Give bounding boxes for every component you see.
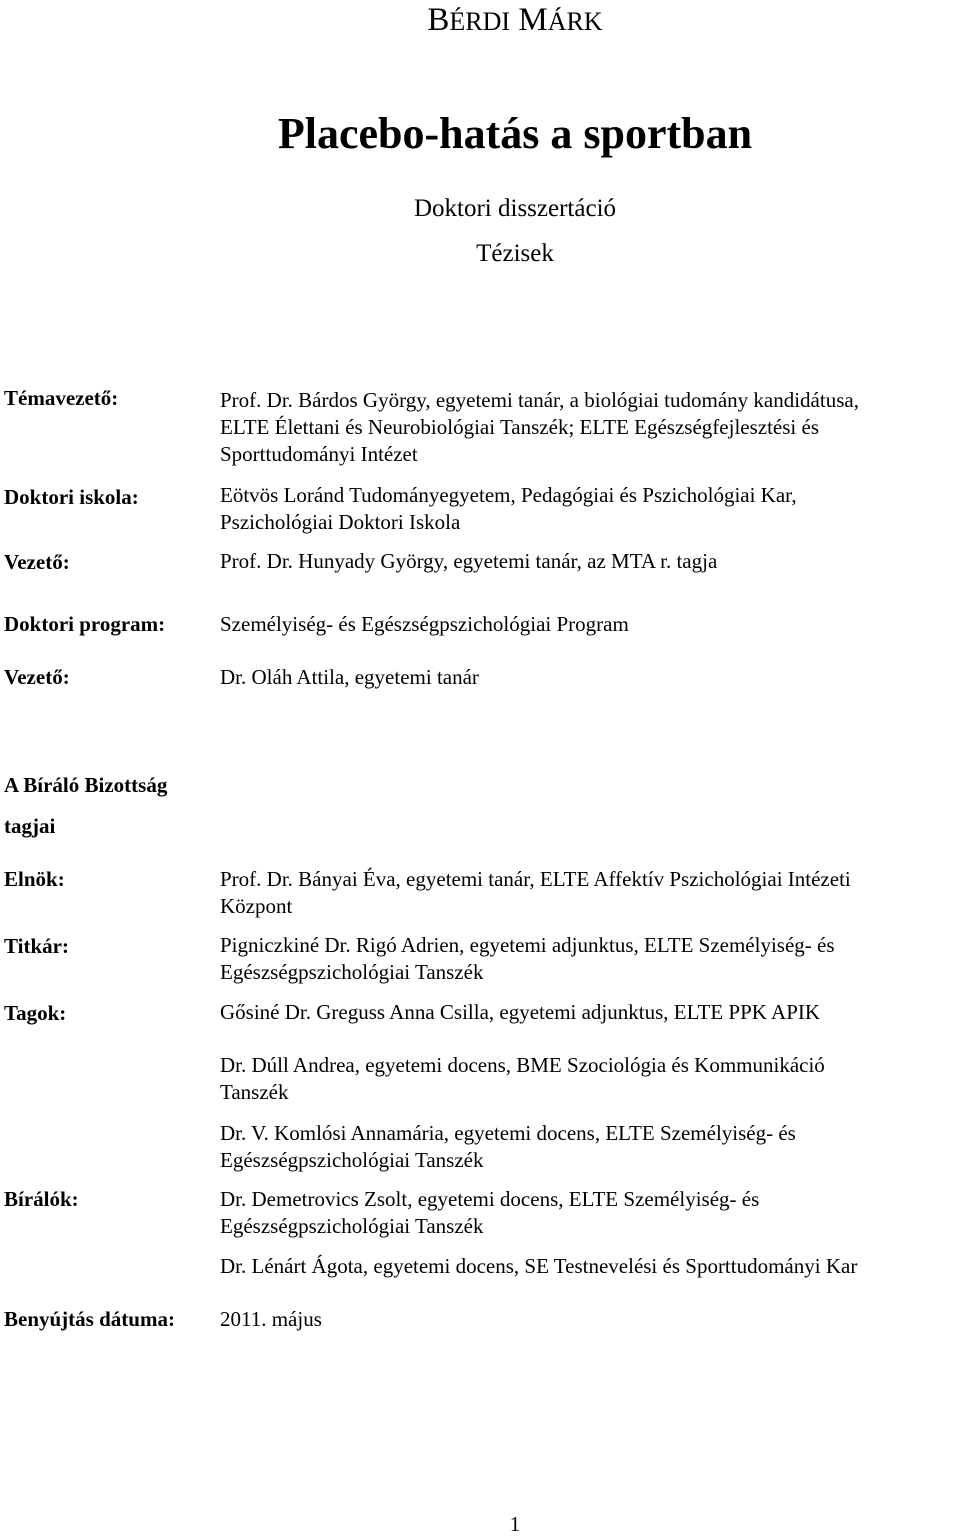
member-line: Tanszék [220,1080,289,1104]
document-subtitle: Doktori disszertáció [413,195,617,222]
supervisor-value [220,387,859,468]
supervisor-line: ELTE Élettani és Neurobiológiai Tanszék; ELTE Egészségfejlesztési és [220,415,819,439]
supervisor-line: Prof. Dr. Bárdos György, egyetemi tanár, a biológiai tudomány kandidátusa, [220,388,859,412]
author-name [0,2,960,39]
author-last-rest: ÁRK [547,7,603,36]
reviewer-1 [220,1186,759,1240]
school-line: Pszichológiai Doktori Iskola [220,510,461,534]
program-label: Doktori program: [4,612,166,636]
member-line: Dr. Dúll Andrea, egyetemi docens, BME Szociológia és Kommunikáció [220,1053,825,1077]
document-type: Tézisek [476,240,554,267]
submission-label: Benyújtás dátuma: [4,1307,175,1331]
secretary-line: Egészségpszichológiai Tanszék [220,960,484,984]
committee-heading: A Bíráló Bizottság [4,773,168,797]
school-head-label: Vezető: [4,550,70,574]
author-first-initial: B [427,2,450,38]
school-head-value: Prof. Dr. Hunyady György, egyetemi tanár, az MTA r. tagja [220,549,718,573]
committee-heading-line2: tagjai [4,814,56,838]
chair-line: Prof. Dr. Bányai Éva, egyetemi tanár, ELTE Affektív Pszichológiai Intézeti [220,867,851,891]
reviewers-label: Bírálók: [4,1187,79,1211]
chair-label: Elnök: [4,867,65,891]
secretary-line: Pigniczkiné Dr. Rigó Adrien, egyetemi adjunktus, ELTE Személyiség- és [220,933,835,957]
member-1: Gősiné Dr. Greguss Anna Csilla, egyetemi adjunktus, ELTE PPK APIK [220,1000,821,1024]
school-label: Doktori iskola: [4,485,139,509]
member-line: Egészségpszichológiai Tanszék [220,1148,484,1172]
reviewer-2: Dr. Lénárt Ágota, egyetemi docens, SE Testnevelési és Sporttudományi Kar [220,1254,858,1278]
member-2 [220,1052,825,1106]
program-value: Személyiség- és Egészségpszichológiai Program [220,612,629,636]
secretary-label: Titkár: [4,934,69,958]
school-value [220,482,797,536]
program-head-label: Vezető: [4,665,70,689]
submission-date: 2011. május [220,1307,322,1331]
page-number: 1 [509,1512,521,1536]
reviewer-line: Dr. Demetrovics Zsolt, egyetemi docens, ELTE Személyiség- és [220,1187,760,1211]
author-last-initial: M [518,2,548,38]
program-head-value: Dr. Oláh Attila, egyetemi tanár [220,665,479,689]
member-3 [220,1120,796,1174]
author-first-rest: ÉRDI [449,7,511,36]
secretary-value [220,932,835,986]
member-line: Dr. V. Komlósi Annamária, egyetemi docens, ELTE Személyiség- és [220,1121,796,1145]
supervisor-label: Témavezető: [4,386,119,410]
chair-value [220,866,851,920]
reviewer-line: Egészségpszichológiai Tanszék [220,1214,484,1238]
supervisor-line: Sporttudományi Intézet [220,442,418,466]
members-label: Tagok: [4,1001,67,1025]
school-line: Eötvös Loránd Tudományegyetem, Pedagógiai és Pszichológiai Kar, [220,483,797,507]
document-title: Placebo-hatás a sportban [277,109,753,158]
chair-line: Központ [220,894,293,918]
